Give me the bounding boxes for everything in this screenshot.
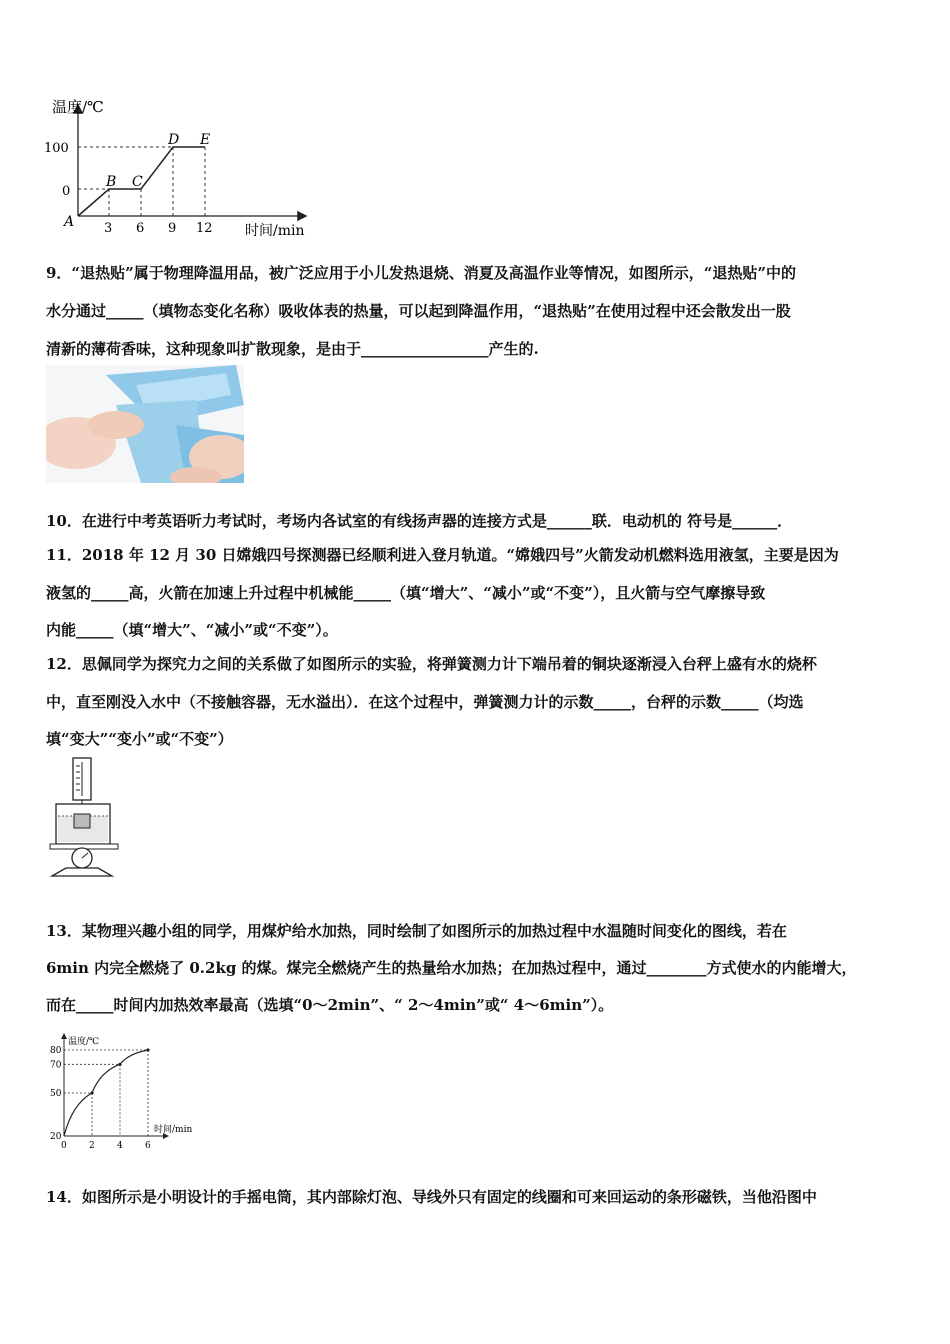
q13-line1: 13．某物理兴趣小组的同学，用煤炉给水加热，同时绘制了如图所示的加热过程中水温随时间变化的图线，若在 [46, 922, 787, 940]
q14-line1: 14．如图所示是小明设计的手摇电筒，其内部除灯泡、导线外只有固定的线圈和可来回运动的条形磁铁，当他沿图中 [46, 1188, 817, 1206]
y-tick-label: 50 [50, 1089, 62, 1099]
x-tick-9: 9 [168, 221, 177, 236]
melting-graph [40, 92, 330, 242]
q12-line2: 中，直至刚没入水中（不接触容器，无水溢出）．在这个过程中，弹簧测力计的示数_____，台秤的示数_____（均选 [46, 693, 804, 711]
y-axis-label: 温度/℃ [52, 98, 104, 116]
point-label-a: A [64, 214, 75, 230]
heating-curve-chart [40, 1030, 210, 1154]
q12-line3: 填“变大”“变小”或“不变”） [46, 730, 233, 748]
q12-line1: 12．思佩同学为探究力之间的关系做了如图所示的实验，将弹簧测力计下端吊着的铜块逐渐浸入台秤上盛有水的烧杯 [46, 655, 817, 673]
x-axis-label: 时间/min [245, 223, 305, 239]
q9-line1: 9．“退热贴”属于物理降温用品，被广泛应用于小儿发热退烧、消夏及高温作业等情况，如图所示，“退热贴”中的 [46, 264, 796, 282]
x-tick-label: 2 [89, 1141, 95, 1151]
q10-line1: 10．在进行中考英语听力考试时，考场内各试室的有线扬声器的连接方式是______联．电动机的 符号是______． [46, 512, 793, 530]
point-label-c: C [132, 174, 143, 190]
point-label-d: D [168, 132, 180, 148]
q13-line2: 6min 内完全燃烧了 0.2kg 的煤。煤完全燃烧产生的热量给水加热；在加热过程中，通过________方式使水的内能增大， [46, 959, 857, 977]
q11-line2: 液氢的_____高，火箭在加速上升过程中机械能_____（填“增大”、“减小”或“不变”），且火箭与空气摩擦导致 [46, 584, 766, 602]
x-tick-3: 3 [104, 221, 113, 236]
y-tick-label: 70 [50, 1060, 62, 1071]
q11-line3: 内能_____（填“增大”、“减小”或“不变”）。 [46, 621, 338, 639]
y-tick-100: 100 [44, 141, 69, 156]
y-tick-label: 20 [50, 1132, 62, 1142]
heat-x-label: 时间/min [154, 1125, 193, 1135]
q11-line1: 11．2018 年 12 月 30 日嫦娥四号探测器已经顺利进入登月轨道。“嫦娥四号”火箭发动机燃料选用液氢，主要是因为 [46, 546, 839, 564]
q13-line3: 而在_____时间内加热效率最高（选填“0～2min”、“ 2～4min”或“ 4～6min”）。 [46, 996, 614, 1014]
x-tick-label: 0 [61, 1141, 67, 1151]
heat-y-label: 温度/℃ [68, 1037, 100, 1047]
q9-line2: 水分通过_____（填物态变化名称）吸收体表的热量，可以起到降温作用，“退热贴”在使用过程中还会散发出一股 [46, 302, 791, 320]
cooling-patch-photo [46, 365, 244, 483]
spring-scale-apparatus [46, 756, 122, 882]
x-tick-12: 12 [196, 221, 213, 236]
y-tick-label: 80 [50, 1046, 62, 1056]
x-tick-label: 6 [145, 1141, 151, 1151]
y-tick-0: 0 [62, 184, 71, 199]
q9-line3: 清新的薄荷香味，这种现象叫扩散现象，是由于_________________产生的. [46, 340, 539, 358]
point-label-b: B [106, 174, 117, 190]
x-tick-6: 6 [136, 221, 145, 236]
point-label-e: E [200, 132, 211, 148]
x-tick-label: 4 [117, 1141, 123, 1151]
